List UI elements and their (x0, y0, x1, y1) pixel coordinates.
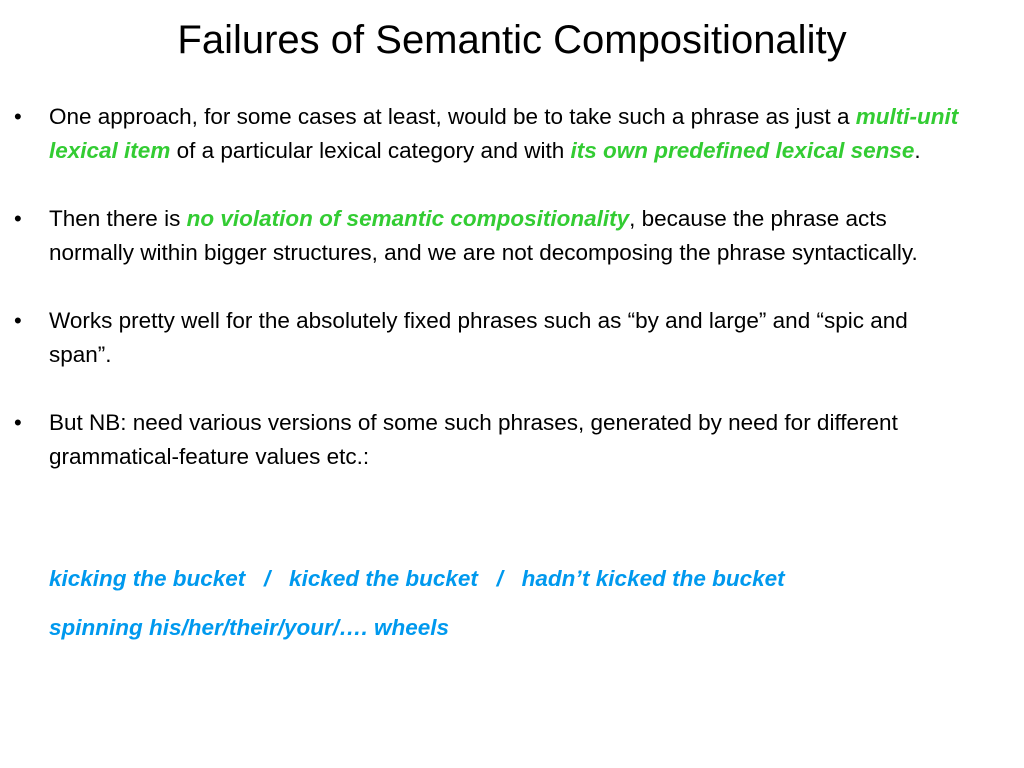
highlight-term: no violation of semantic compositionality (186, 206, 630, 231)
bullet-text: , because the phrase acts normally within bigger structures, and we are not decomposing the phrase syntactically. (49, 206, 918, 265)
bullet-item (14, 100, 974, 168)
bullet-icon: • (14, 206, 22, 231)
bullet-text: Works pretty well for the absolutely fixed phrases such as “by and large” and “spic and span”. (49, 308, 908, 367)
bullet-item (14, 202, 974, 270)
slide-title: Failures of Semantic Compositionality (177, 18, 847, 62)
example-phrase: spinning his/her/their/your/…. wheels (49, 615, 450, 640)
bullet-text: of a particular lexical category and with (170, 138, 571, 163)
bullet-icon: • (14, 308, 22, 333)
bullet-item (14, 406, 974, 474)
bullet-text: One approach, for some cases at least, would be to take such a phrase as just a (49, 104, 856, 129)
highlight-term: multi-unit lexical item (49, 104, 959, 163)
bullet-text: Then there is (49, 206, 187, 231)
highlight-term: its own predefined lexical sense (570, 138, 915, 163)
bullet-text: But NB: need various versions of some such phrases, generated by need for different grammatical-feature values etc.: (49, 410, 898, 469)
bullet-icon: • (14, 410, 22, 435)
bullet-text: . (914, 138, 921, 163)
bullet-icon: • (14, 104, 22, 129)
bullet-item (14, 304, 974, 372)
bullet-list (14, 100, 974, 508)
example-phrase: kicking the bucket / kicked the bucket / hadn’t kicked the bucket (49, 566, 785, 591)
